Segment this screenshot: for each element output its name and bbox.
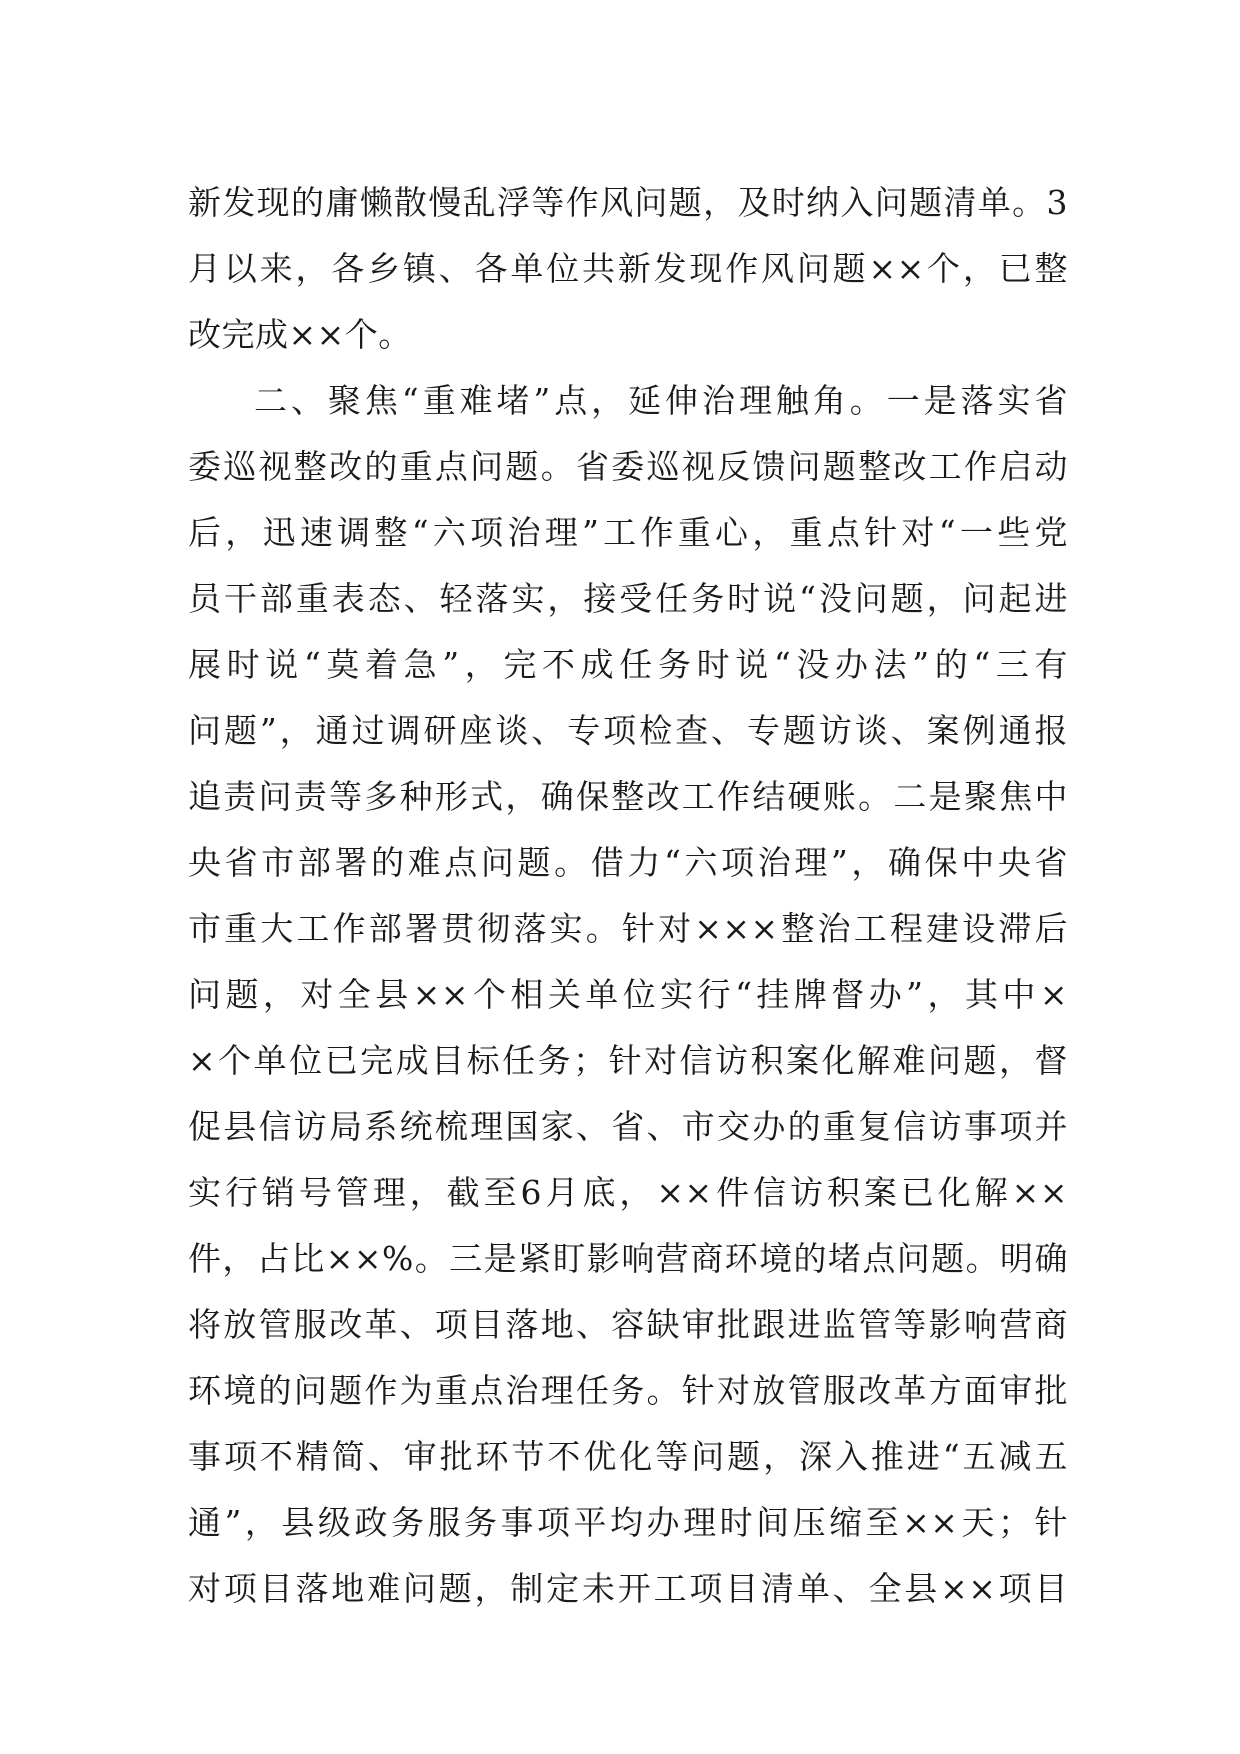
text-line: 问题，对全县××个相关单位实行“挂牌督办”，其中× — [188, 975, 1068, 1014]
text-line: 问题”，通过调研座谈、专项检查、专题访谈、案例通报 — [188, 711, 1068, 750]
text-line: 员干部重表态、轻落实，接受任务时说“没问题，问起进 — [188, 579, 1068, 618]
text-line: 后，迅速调整“六项治理”工作重心，重点针对“一些党 — [188, 513, 1068, 552]
text-line: 通”，县级政务服务事项平均办理时间压缩至××天；针 — [188, 1503, 1068, 1542]
text-line: 件，占比××%。三是紧盯影响营商环境的堵点问题。明确 — [188, 1239, 1068, 1278]
text-line: 对项目落地难问题，制定未开工项目清单、全县××项目 — [188, 1569, 1068, 1608]
text-line: 委巡视整改的重点问题。省委巡视反馈问题整改工作启动 — [188, 447, 1068, 486]
body-text — [188, 170, 1068, 1622]
text-line: 展时说“莫着急”，完不成任务时说“没办法”的“三有 — [188, 645, 1068, 684]
text-line: 环境的问题作为重点治理任务。针对放管服改革方面审批 — [188, 1371, 1068, 1410]
text-line: 事项不精简、审批环节不优化等问题，深入推进“五减五 — [188, 1437, 1068, 1476]
paragraph-first-line: 二、聚焦“重难堵”点，延伸治理触角。一是落实省 — [254, 381, 1068, 420]
text-line: 央省市部署的难点问题。借力“六项治理”，确保中央省 — [188, 843, 1068, 882]
text-line: 将放管服改革、项目落地、容缺审批跟进监管等影响营商 — [188, 1305, 1068, 1344]
text-line: 新发现的庸懒散慢乱浮等作风问题，及时纳入问题清单。3 — [188, 183, 1068, 222]
text-line: ×个单位已完成目标任务；针对信访积案化解难问题，督 — [188, 1041, 1068, 1080]
text-line: 实行销号管理，截至6月底，××件信访积案已化解×× — [188, 1173, 1068, 1212]
text-line: 追责问责等多种形式，确保整改工作结硬账。二是聚焦中 — [188, 777, 1068, 816]
text-line: 月以来，各乡镇、各单位共新发现作风问题××个，已整 — [188, 249, 1068, 288]
text-line: 改完成××个。 — [188, 315, 412, 354]
text-line: 市重大工作部署贯彻落实。针对×××整治工程建设滞后 — [188, 909, 1068, 948]
text-line: 促县信访局系统梳理国家、省、市交办的重复信访事项并 — [188, 1107, 1068, 1146]
